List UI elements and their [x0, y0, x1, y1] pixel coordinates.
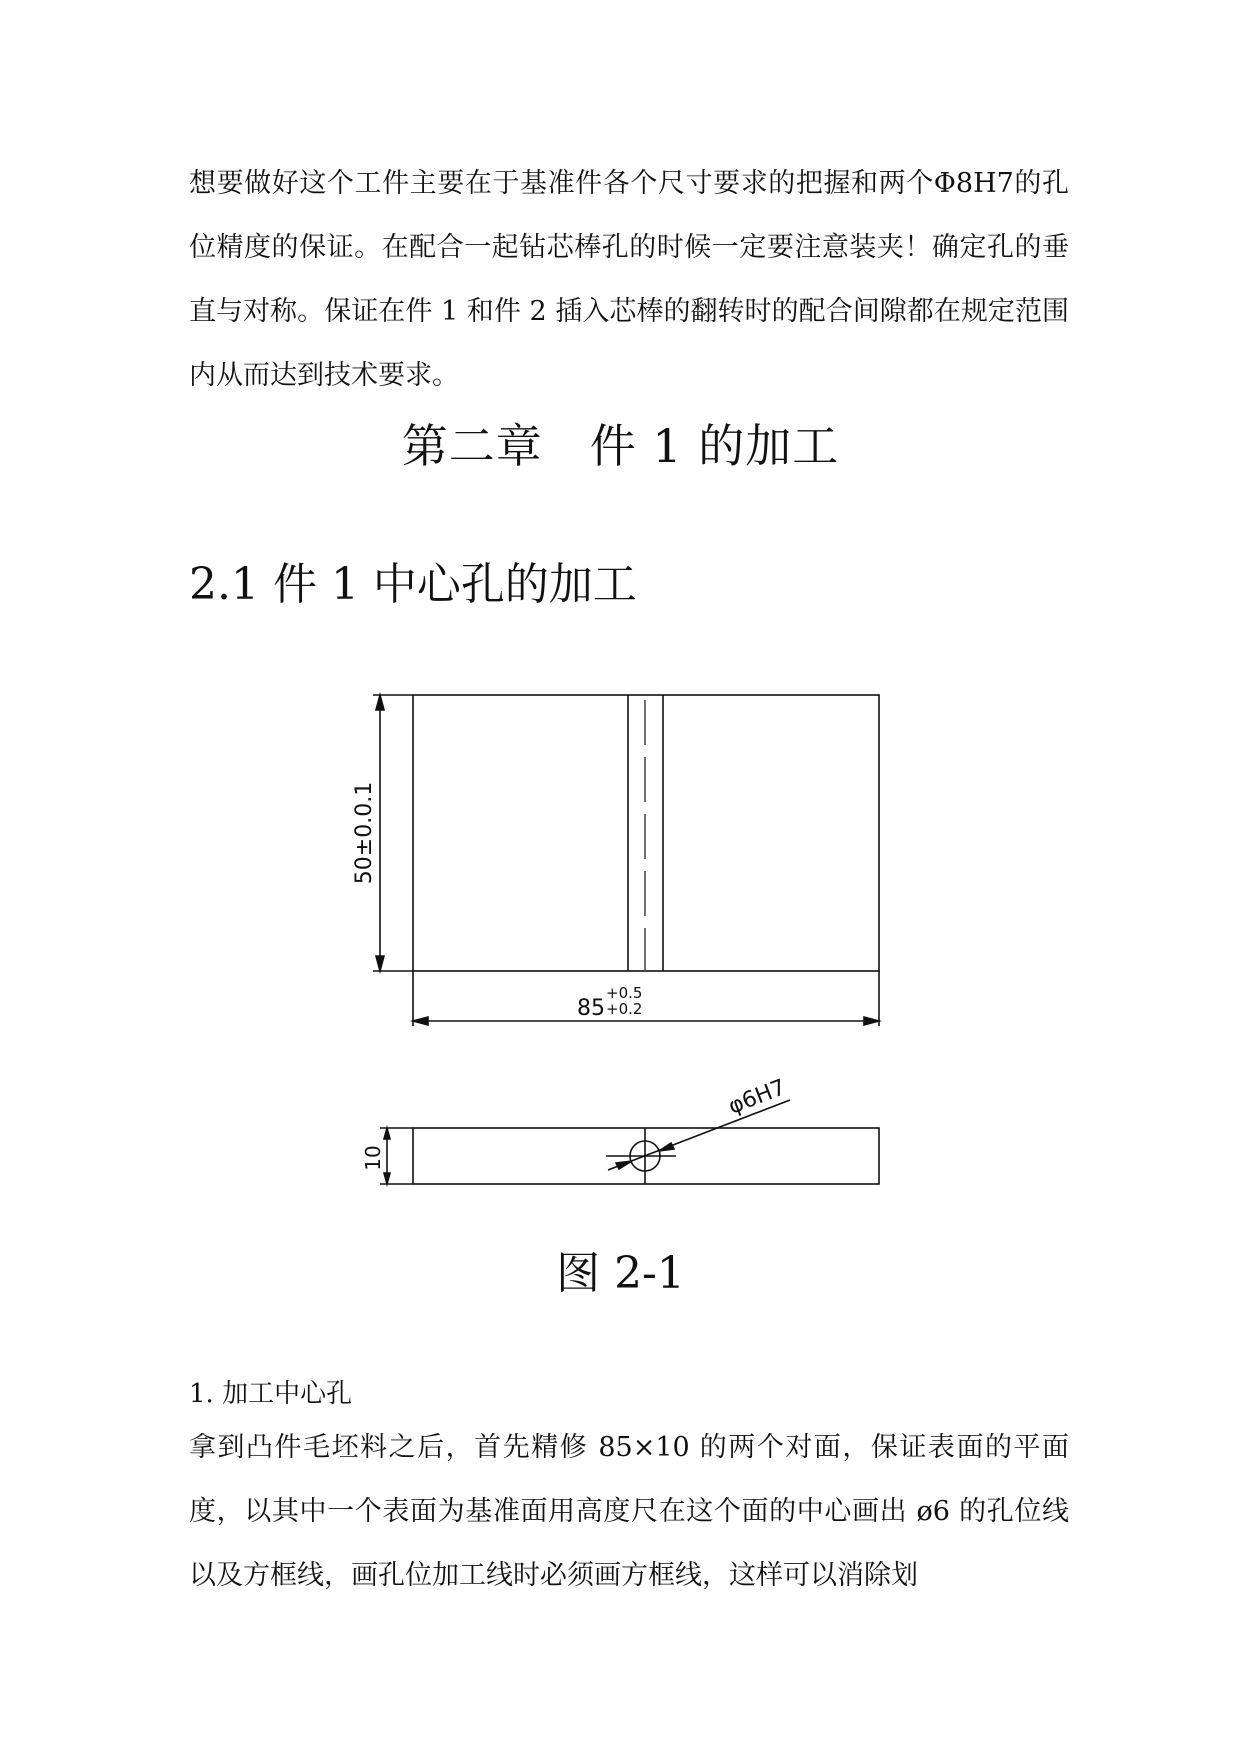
item-title: 1. 加工中心孔: [189, 1379, 353, 1409]
engineering-drawing: [340, 680, 900, 1200]
hole-dimension-label: φ6H7: [725, 1075, 790, 1120]
chapter-title: 第二章 件 1 的加工: [401, 419, 840, 473]
width-tolerance-upper: +0.5: [606, 984, 643, 1002]
height-dimension-label: 50±0.0.1: [352, 781, 377, 885]
top-view-outline: [413, 695, 879, 971]
intro-paragraph: 想要做好这个工件主要在于基准件各个尺寸要求的把握和两个Φ8H7的孔位精度的保证。在配合一起钻芯棒孔的时候一定要注意装夹！确定孔的垂直与对称。保证在件 1 和件 2 插入芯棒的翻转时的配合间隙都在规定范围内从而达到技术要求。: [189, 168, 1069, 391]
width-dimension-base: 85: [577, 996, 605, 1021]
item-paragraph: 拿到凸件毛坯料之后，首先精修 85×10 的两个对面，保证表面的平面度，以其中一个表面为基准面用高度尺在这个面的中心画出 ø6 的孔位线以及方框线，画孔位加工线时必须画方框线，这样可以消除划: [189, 1432, 1069, 1591]
figure-caption: 图 2-1: [556, 1248, 685, 1299]
section-title: 2.1 件 1 中心孔的加工: [189, 559, 637, 610]
width-tolerance-lower: +0.2: [606, 1000, 643, 1018]
thickness-dimension-label: 10: [361, 1145, 385, 1171]
